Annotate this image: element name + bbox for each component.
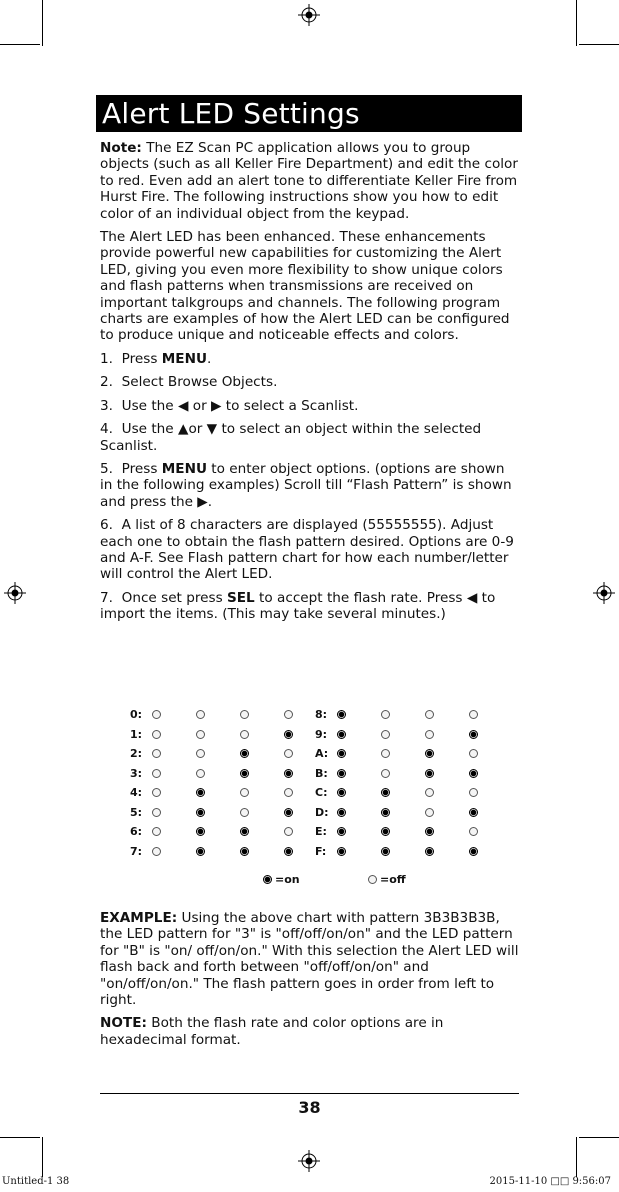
registration-mark-icon (4, 582, 26, 604)
step-2 (100, 374, 520, 390)
step-text: Once set press (121, 589, 227, 606)
step-number: 2. (100, 374, 113, 391)
crop-mark (42, 1137, 43, 1177)
led-off-dot (196, 769, 205, 778)
pattern-label: 8: (315, 708, 328, 721)
pattern-label: C: (315, 786, 328, 799)
led-on-dot (337, 788, 346, 797)
intro-paragraph: The Alert LED has been enhanced. These enhancements provide powerful new capabilities for customizing the Alert LED, giving you even more flexibility to show unique colors and flash patterns when transmissions are received on important talkgroups and channels. The following program charts are examples of how the Alert LED can be configured to produce unique and noticeable effects and colors. (100, 229, 510, 344)
led-on-dot (381, 808, 390, 817)
step-text: A list of 8 characters are displayed (55555555). Adjust each one to obtain the flash pattern desired. Options are 0-9 and A-F. See Flash pattern chart for how each number/letter will control the Alert LED. (100, 517, 514, 583)
led-off-dot (381, 730, 390, 739)
led-on-dot (337, 827, 346, 836)
led-off-dot (196, 710, 205, 719)
led-off-dot (152, 847, 161, 856)
registration-mark-icon (298, 1150, 320, 1172)
led-off-dot (152, 730, 161, 739)
step-5 (100, 461, 520, 510)
led-on-dot (469, 847, 478, 856)
step-text-tail: to enter object options. (options are shown in the following examples) Scroll till “Flash Pattern” is shown and press the ▶. (100, 460, 512, 510)
step-number: 6. (100, 517, 113, 534)
led-off-dot (152, 827, 161, 836)
led-off-dot (240, 788, 249, 797)
registration-mark-icon (593, 582, 615, 604)
led-on-dot (469, 769, 478, 778)
pattern-label: 2: (130, 747, 143, 760)
content-body (100, 140, 520, 630)
registration-mark-icon (298, 4, 320, 26)
led-off-dot (240, 808, 249, 817)
led-on-dot (196, 847, 205, 856)
led-off-dot (240, 730, 249, 739)
led-on-dot (337, 710, 346, 719)
step-number: 1. (100, 350, 113, 367)
pattern-label: B: (315, 766, 328, 780)
led-off-dot (469, 749, 478, 758)
step-3 (100, 398, 520, 414)
legend-on-icon (263, 875, 272, 884)
pattern-label: 1: (130, 727, 143, 741)
led-on-dot (337, 730, 346, 739)
step-text-tail: . (206, 350, 212, 367)
led-on-dot (337, 769, 346, 778)
note-text: The EZ Scan PC application allows you to group objects (such as all Keller Fire Department) and edit the color to red. Even add an alert tone to differentiate Keller Fire from Hurst Fire. The following instructions show you how to edit color of an individual object from the keypad. (100, 140, 518, 222)
led-on-dot (196, 827, 205, 836)
pattern-label: 5: (130, 805, 143, 819)
led-on-dot (240, 827, 249, 836)
led-off-dot (425, 808, 434, 817)
led-on-dot (240, 769, 249, 778)
flash-pattern-chart (130, 710, 500, 890)
led-on-dot (381, 847, 390, 856)
led-on-dot (337, 847, 346, 856)
crop-mark (576, 1137, 577, 1177)
step-text: Select Browse Objects. (121, 374, 278, 391)
led-off-dot (152, 749, 161, 758)
legend-off-label: =off (380, 873, 406, 886)
led-on-dot (284, 808, 293, 817)
led-off-dot (425, 788, 434, 797)
led-off-dot (240, 710, 249, 719)
led-on-dot (196, 788, 205, 797)
led-off-dot (469, 827, 478, 836)
led-off-dot (284, 710, 293, 719)
step-7 (100, 590, 520, 623)
led-on-dot (425, 827, 434, 836)
pattern-label: D: (315, 805, 329, 819)
led-off-dot (152, 710, 161, 719)
led-off-dot (284, 827, 293, 836)
pattern-label: 3: (130, 766, 143, 780)
crop-mark (576, 0, 577, 46)
example-text: Using the above chart with pattern 3B3B3B3B, the LED pattern for "3" is "off/off/on/on" and the LED pattern for "B" is "on/ off/on/on." With this selection the Alert LED will flash back and forth between "off/off/on/on" and "on/off/on/on." The flash pattern goes in order from left to right. (100, 910, 519, 1009)
slug-right: 2015-11-10 □□ 9:56:07 (489, 1176, 611, 1187)
step-keyword: MENU (161, 350, 207, 367)
pattern-label: 0: (130, 708, 143, 721)
led-on-dot (196, 808, 205, 817)
slug-left: Untitled-1 38 (2, 1176, 70, 1187)
led-off-dot (152, 788, 161, 797)
led-on-dot (284, 730, 293, 739)
example-label: EXAMPLE: (100, 910, 178, 926)
led-on-dot (284, 769, 293, 778)
led-on-dot (425, 847, 434, 856)
pattern-label: E: (315, 825, 327, 838)
crop-mark (42, 0, 43, 46)
crop-mark (0, 44, 40, 45)
led-off-dot (196, 749, 205, 758)
step-text: Use the ◀ or ▶ to select a Scanlist. (121, 397, 359, 414)
pattern-label: A: (315, 747, 329, 760)
step-text: Press (121, 350, 162, 367)
pattern-label: F: (315, 844, 327, 858)
crop-mark (0, 1137, 40, 1138)
pattern-label: 4: (130, 786, 143, 799)
note-label: Note: (100, 140, 142, 156)
led-on-dot (469, 730, 478, 739)
step-6 (100, 517, 520, 583)
led-on-dot (337, 749, 346, 758)
led-off-dot (196, 730, 205, 739)
led-off-dot (425, 730, 434, 739)
step-text-tail: to accept the flash rate. Press ◀ to import the items. (This may take several minutes.) (100, 589, 496, 623)
step-text: Press (121, 460, 162, 477)
led-off-dot (381, 749, 390, 758)
step-1 (100, 351, 520, 367)
step-4 (100, 421, 520, 454)
note2-paragraph (100, 1015, 520, 1048)
led-on-dot (381, 827, 390, 836)
led-on-dot (240, 847, 249, 856)
step-number: 4. (100, 421, 113, 438)
led-on-dot (381, 788, 390, 797)
page-number: 38 (298, 1098, 321, 1117)
step-number: 7. (100, 589, 113, 606)
led-on-dot (337, 808, 346, 817)
page-title: Alert LED Settings (96, 95, 522, 132)
note-paragraph (100, 140, 520, 222)
led-off-dot (425, 710, 434, 719)
led-off-dot (381, 769, 390, 778)
footer-divider (100, 1093, 519, 1094)
pattern-label: 6: (130, 825, 143, 838)
led-off-dot (469, 710, 478, 719)
example-section (100, 910, 520, 1055)
led-off-dot (152, 808, 161, 817)
pattern-label: 9: (315, 727, 328, 741)
crop-mark (579, 44, 619, 45)
led-off-dot (469, 788, 478, 797)
step-keyword: SEL (226, 589, 255, 606)
led-on-dot (240, 749, 249, 758)
note2-text: Both the flash rate and color options are in hexadecimal format. (100, 1015, 444, 1048)
note2-label: NOTE: (100, 1015, 147, 1032)
legend-on-label: =on (275, 873, 300, 886)
step-keyword: MENU (161, 460, 207, 477)
step-text: Use the ▲or ▼ to select an object within the selected Scanlist. (100, 421, 482, 454)
led-off-dot (284, 788, 293, 797)
step-number: 5. (100, 460, 113, 477)
example-paragraph (100, 910, 520, 1008)
pattern-label: 7: (130, 844, 143, 858)
led-off-dot (381, 710, 390, 719)
crop-mark (579, 1137, 619, 1138)
led-on-dot (469, 808, 478, 817)
led-on-dot (425, 749, 434, 758)
led-on-dot (284, 847, 293, 856)
led-on-dot (425, 769, 434, 778)
led-off-dot (152, 769, 161, 778)
led-off-dot (284, 749, 293, 758)
step-number: 3. (100, 397, 113, 414)
legend-off-icon (368, 875, 377, 884)
